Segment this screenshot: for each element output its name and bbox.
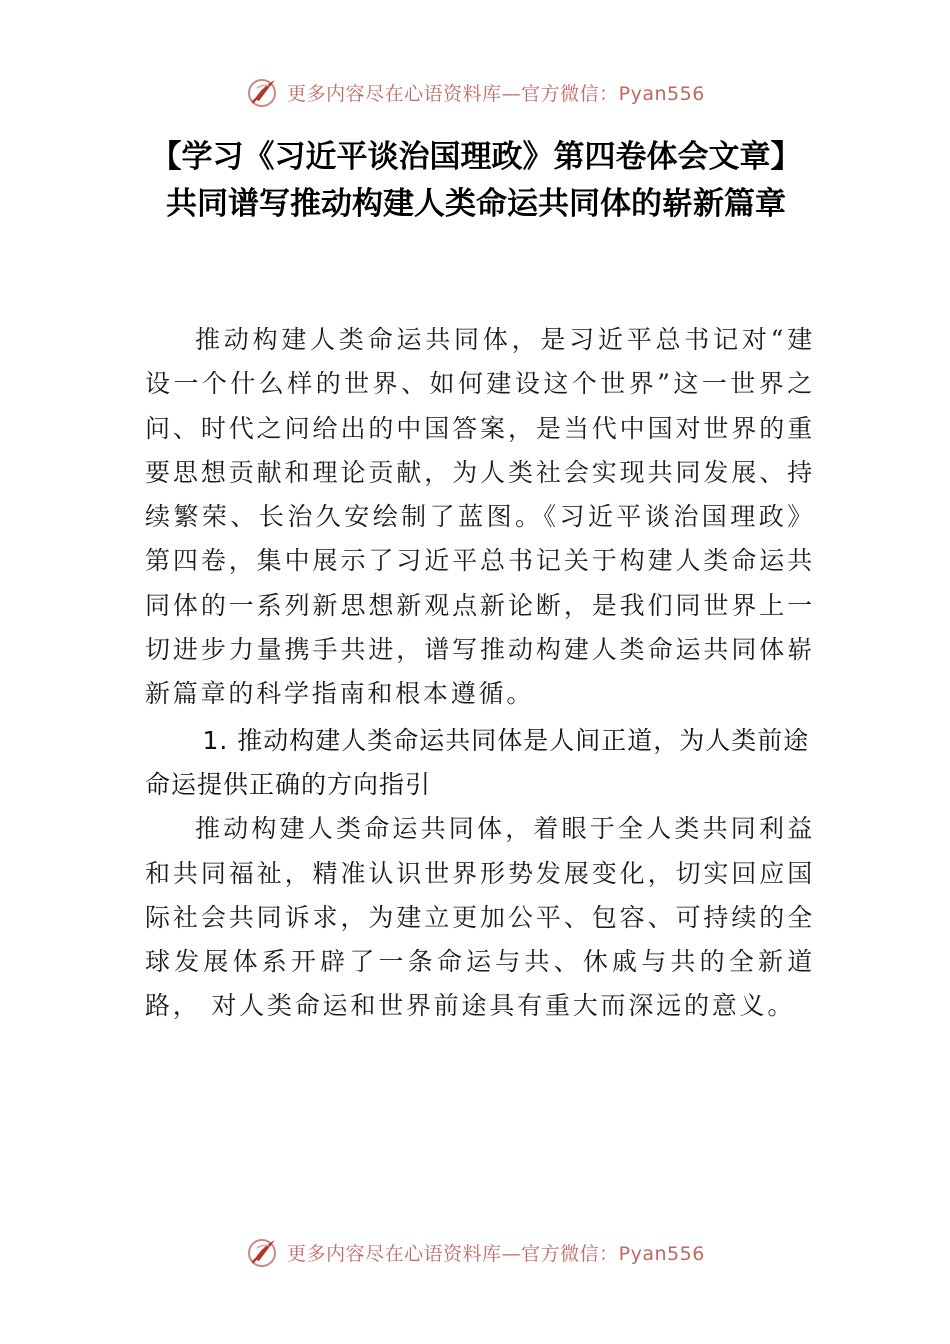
section-heading: 1. 推动构建人类命运共同体是人间正道，为人类前途命运提供正确的方向指引 [145,725,810,799]
watermark-text: 更多内容尽在心语资料库—官方微信：Pyan556 [287,1242,705,1265]
watermark-text: 更多内容尽在心语资料库—官方微信：Pyan556 [287,82,705,105]
intro-paragraph: 推动构建人类命运共同体，是习近平总书记对“建设一个什么样的世界、如何建设这个世界”这一世界之问、时代之问给出的中国答案，是当代中国对世界的重要思想贡献和理论贡献，为人类社会实现共同发展、持续繁荣、长治久安绘制了蓝图。《习近平谈治国理政》第四卷，集中展示了习近平总书记关于构建人类命运共同体的一系列新思想新观点新论断，是我们同世界上一切进步力量携手共进，谱写推动构建人类命运共同体崭新篇章的科学指南和根本遵循。 [145,325,815,709]
pen-nib-logo-icon [245,1234,281,1270]
page-title: 【学习《习近平谈治国理政》第四卷体会文章】共同谱写推动构建人类命运共同体的崭新篇章 [150,139,802,222]
pen-nib-logo-icon [245,74,281,110]
article-body [145,318,815,1029]
watermark-handle: Pyan556 [618,1242,705,1265]
footer-watermark [0,1230,950,1274]
watermark-handle: Pyan556 [618,82,705,105]
section-paragraph: 推动构建人类命运共同体，着眼于全人类共同利益和共同福祉，精准认识世界形势发展变化，切实回应国际社会共同诉求，为建立更加公平、包容、可持续的全球发展体系开辟了一条命运与共、休戚与共的全新道路， 对人类命运和世界前途具有重大而深远的意义。 [145,814,815,1021]
header-watermark [0,70,950,114]
